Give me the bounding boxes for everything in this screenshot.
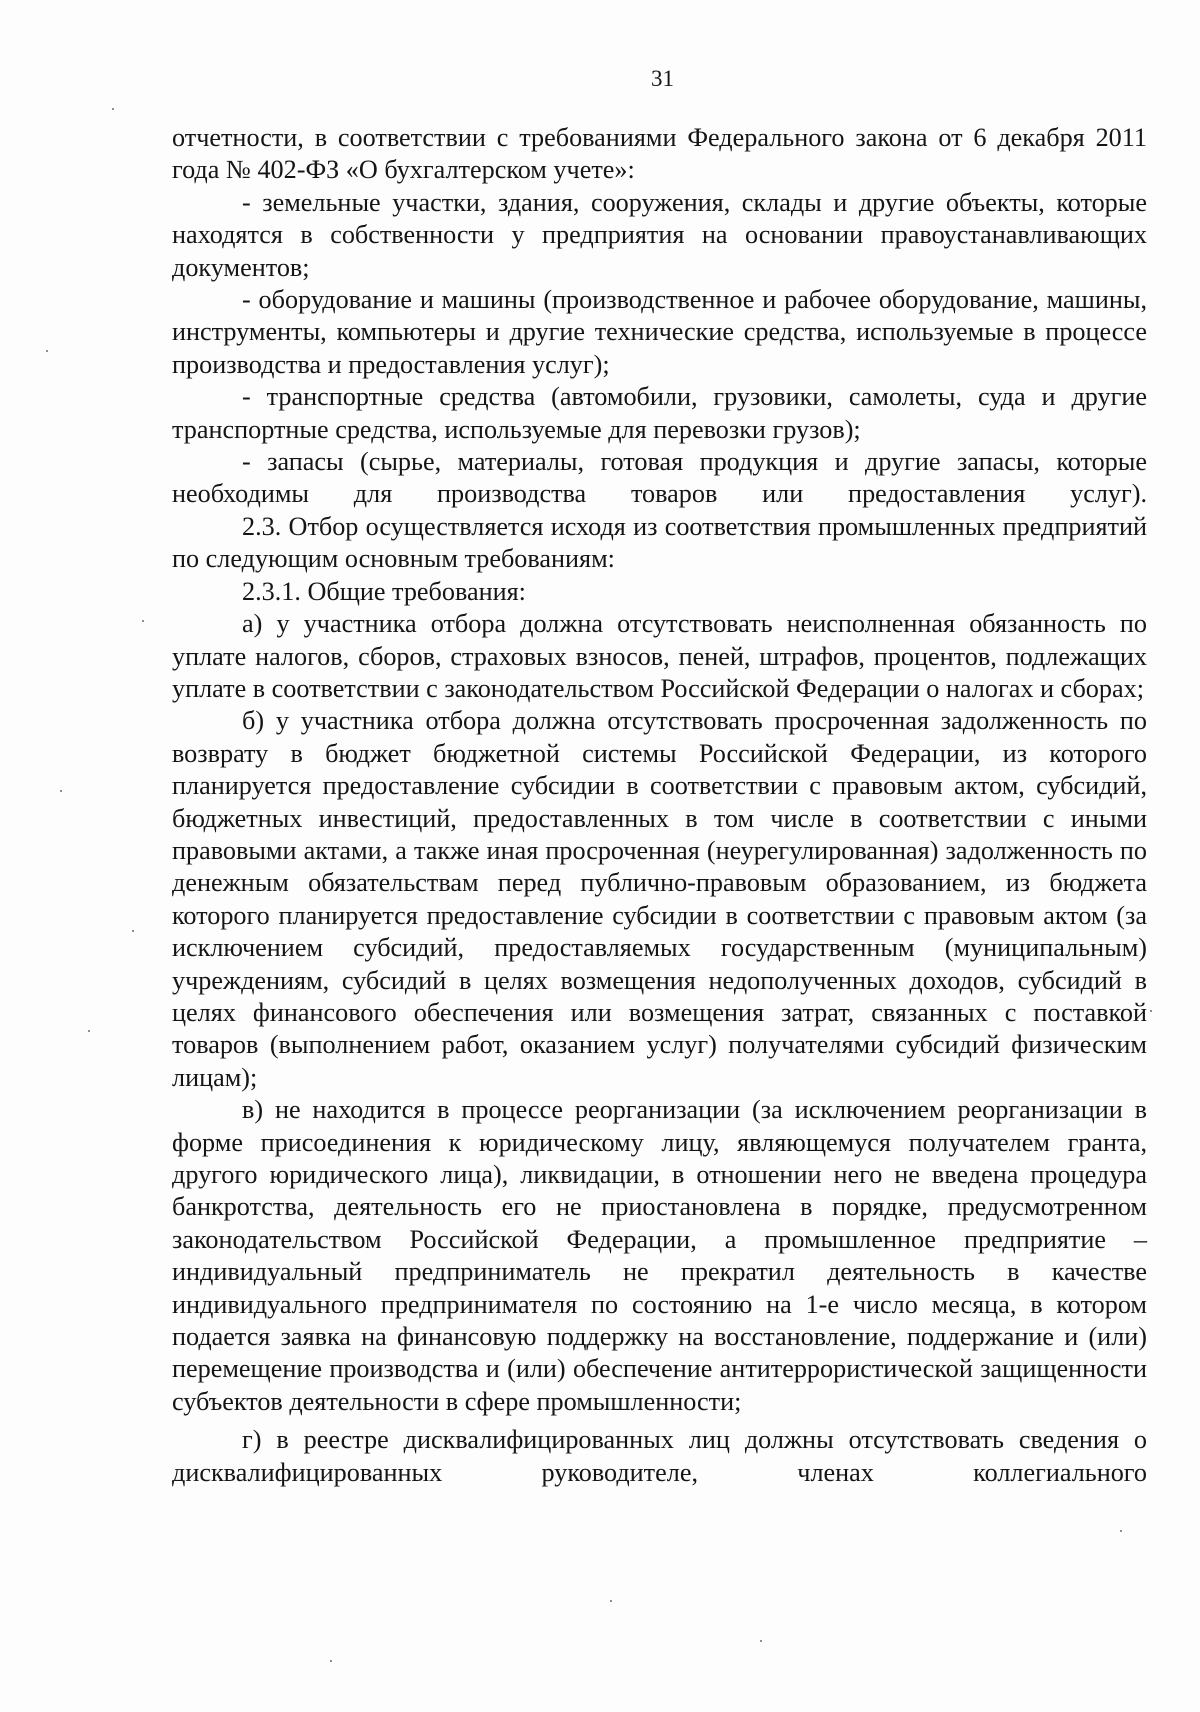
- scan-speck: [112, 108, 114, 110]
- paragraph-continuation: отчетности, в соответствии с требованиями Федерального закона от 6 декабря 2011 года № 402-ФЗ «О бухгалтерском учете»:: [172, 123, 1147, 185]
- scan-speck: [610, 1600, 612, 1602]
- scan-speck: [60, 790, 62, 792]
- scan-speck: [1150, 1010, 1152, 1012]
- scan-speck: [1120, 1530, 1122, 1532]
- page-number: 31: [651, 66, 674, 91]
- clause-2-3-1: 2.3.1. Общие требования:: [242, 576, 526, 606]
- requirement-a: а) у участника отбора должна отсутствовать неисполненная обязанность по уплате налогов, сборов, страховых взносов, пеней, штрафов, процентов, подлежащих уплате в соответствии с законодательством Российской Федерации о налогах и сборах;: [172, 609, 1147, 703]
- list-item-vehicles: - транспортные средства (автомобили, грузовики, самолеты, суда и другие транспортные средства, используемые для перевозки грузов);: [172, 382, 1147, 444]
- scan-speck: [132, 930, 134, 932]
- requirement-v: в) не находится в процессе реорганизации (за исключением реорганизации в форме присоединения к юридическому лицу, являющемуся получателем гранта, другого юридического лица), ликвидации, в отношении него не введена процедура банкротства, деятельность его не приостановлена в порядке, предусмотренном законодательством Российской Федерации, а промышленное предприятие – индивидуальный предприниматель не прекратил деятельность в качестве индивидуального предпринимателя по состоянию на 1-е число месяца, в котором подается заявка на финансовую поддержку на восстановление, поддержание и (или) перемещение производства и (или) обеспечение антитеррористической защищенности субъектов деятельности в сфере промышленности;: [172, 1095, 1147, 1416]
- requirement-b: б) у участника отбора должна отсутствовать просроченная задолженность по возврату в бюджет бюджетной системы Российской Федерации, из которого планируется предоставление субсидии в соответствии с правовым актом, субсидий, бюджетных инвестиций, предоставленных в том числе в соответствии с иными правовыми актами, а также иная просроченная (неурегулированная) задолженность по денежным обязательствам перед публично-правовым образованием, из бюджета которого планируется предоставление субсидии в соответствии с правовым актом (за исключением субсидий, предоставляемых государственным (муниципальным) учреждениям, субсидий в целях возмещения недополученных доходов, субсидий в целях финансового обеспечения или возмещения затрат, связанных с поставкой товаров (выполнением работ, оказанием услуг) получателями субсидий физическим лицам);: [172, 706, 1147, 1092]
- list-item-equipment: - оборудование и машины (производственное и рабочее оборудование, машины, инструменты, компьютеры и другие технические средства, используемые в процессе производства и предоставления услуг);: [172, 285, 1147, 379]
- document-body: [172, 122, 1147, 1489]
- scan-speck: [330, 1660, 332, 1662]
- requirement-g: г) в реестре дисквалифицированных лиц должны отсутствовать сведения о дисквалифицированных руководителе, членах коллегиального: [172, 1425, 1147, 1487]
- scan-speck: [88, 1030, 90, 1032]
- scan-speck: [46, 350, 48, 352]
- list-item-land: - земельные участки, здания, сооружения, склады и другие объекты, которые находятся в собственности у предприятия на основании правоустанавливающих документов;: [172, 187, 1147, 282]
- scan-speck: [760, 1640, 762, 1642]
- scan-speck: [142, 620, 144, 622]
- list-item-inventory: - запасы (сырье, материалы, готовая продукция и другие запасы, которые необходимы для производства товаров или предоставления услуг).: [172, 447, 1147, 509]
- clause-2-3: 2.3. Отбор осуществляется исходя из соответствия промышленных предприятий по следующим основным требованиям:: [172, 511, 1147, 574]
